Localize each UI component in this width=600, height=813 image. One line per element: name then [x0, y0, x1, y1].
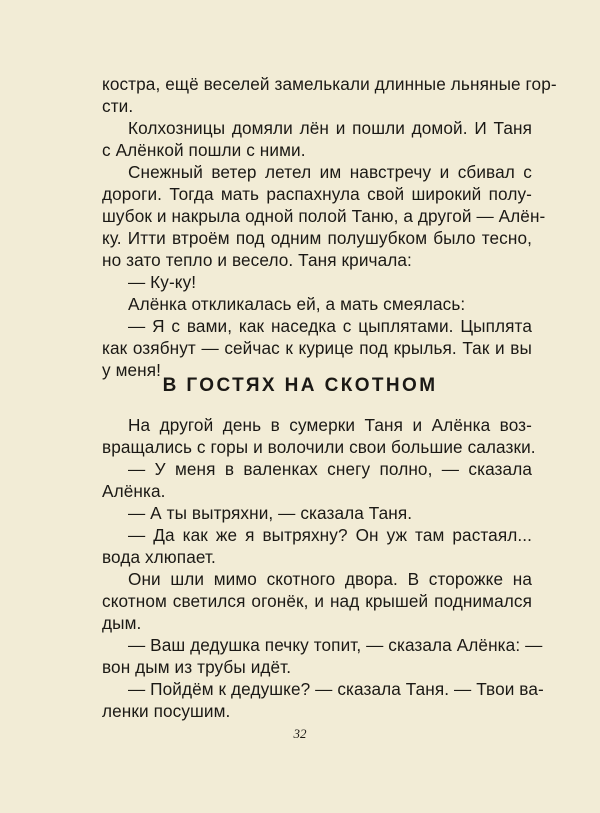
text-line: дороги. Тогда мать распахнула свой широкий полу- — [102, 184, 532, 204]
text-line: Алёнка. — [102, 481, 166, 501]
text-line: ленки посушим. — [102, 701, 231, 721]
text-line: костра, ещё веселей замелькали длинные льняные гор- — [102, 74, 557, 94]
text-line: Колхозницы домяли лён и пошли домой. И Таня — [128, 118, 532, 138]
text-line: Алёнка откликалась ей, а мать смеялась: — [128, 294, 466, 314]
text-line: с Алёнкой пошли с ними. — [102, 140, 306, 160]
text-line: дым. — [102, 613, 142, 633]
text-line: — Я с вами, как наседка с цыплятами. Цыплята — [128, 316, 532, 336]
text-line: — Ваш дедушка печку топит, — сказала Алёнка: — — [128, 635, 543, 655]
text-line: вода хлюпает. — [102, 547, 216, 567]
text-line: — У меня в валенках снегу полно, — сказала — [128, 459, 532, 479]
text-line: — Пойдём к дедушке? — сказала Таня. — Твои ва- — [128, 679, 544, 699]
chapter-heading: В ГОСТЯХ НА СКОТНОМ — [162, 375, 438, 396]
text-line: — Да как же я вытряхну? Он уж там растаял... — [128, 525, 532, 545]
text-line: Они шли мимо скотного двора. В сторожке на — [128, 569, 532, 589]
text-line: шубок и накрыла одной полой Таню, а другой — Алён- — [102, 206, 546, 226]
text-line: — Ку-ку! — [128, 272, 197, 292]
text-line: вращались с горы и волочили свои большие салазки. — [102, 437, 536, 457]
text-line: сти. — [102, 96, 134, 116]
text-line: ку. Итти втроём под одним полушубком было тесно, — [102, 228, 532, 248]
text-line: но зато тепло и весело. Таня кричала: — [102, 250, 412, 270]
text-line: — А ты вытряхни, — сказала Таня. — [128, 503, 413, 523]
text-line: Снежный ветер летел им навстречу и сбивал с — [128, 162, 532, 182]
page-number: 32 — [293, 726, 307, 741]
text-line: На другой день в сумерки Таня и Алёнка воз- — [128, 415, 532, 435]
text-line: как озябнут — сейчас к курице под крылья. Так и вы — [102, 338, 532, 358]
text-line: вон дым из трубы идёт. — [102, 657, 292, 677]
text-line: у меня! — [102, 360, 162, 380]
text-line: скотном светился огонёк, и над крышей поднимался — [102, 591, 532, 611]
